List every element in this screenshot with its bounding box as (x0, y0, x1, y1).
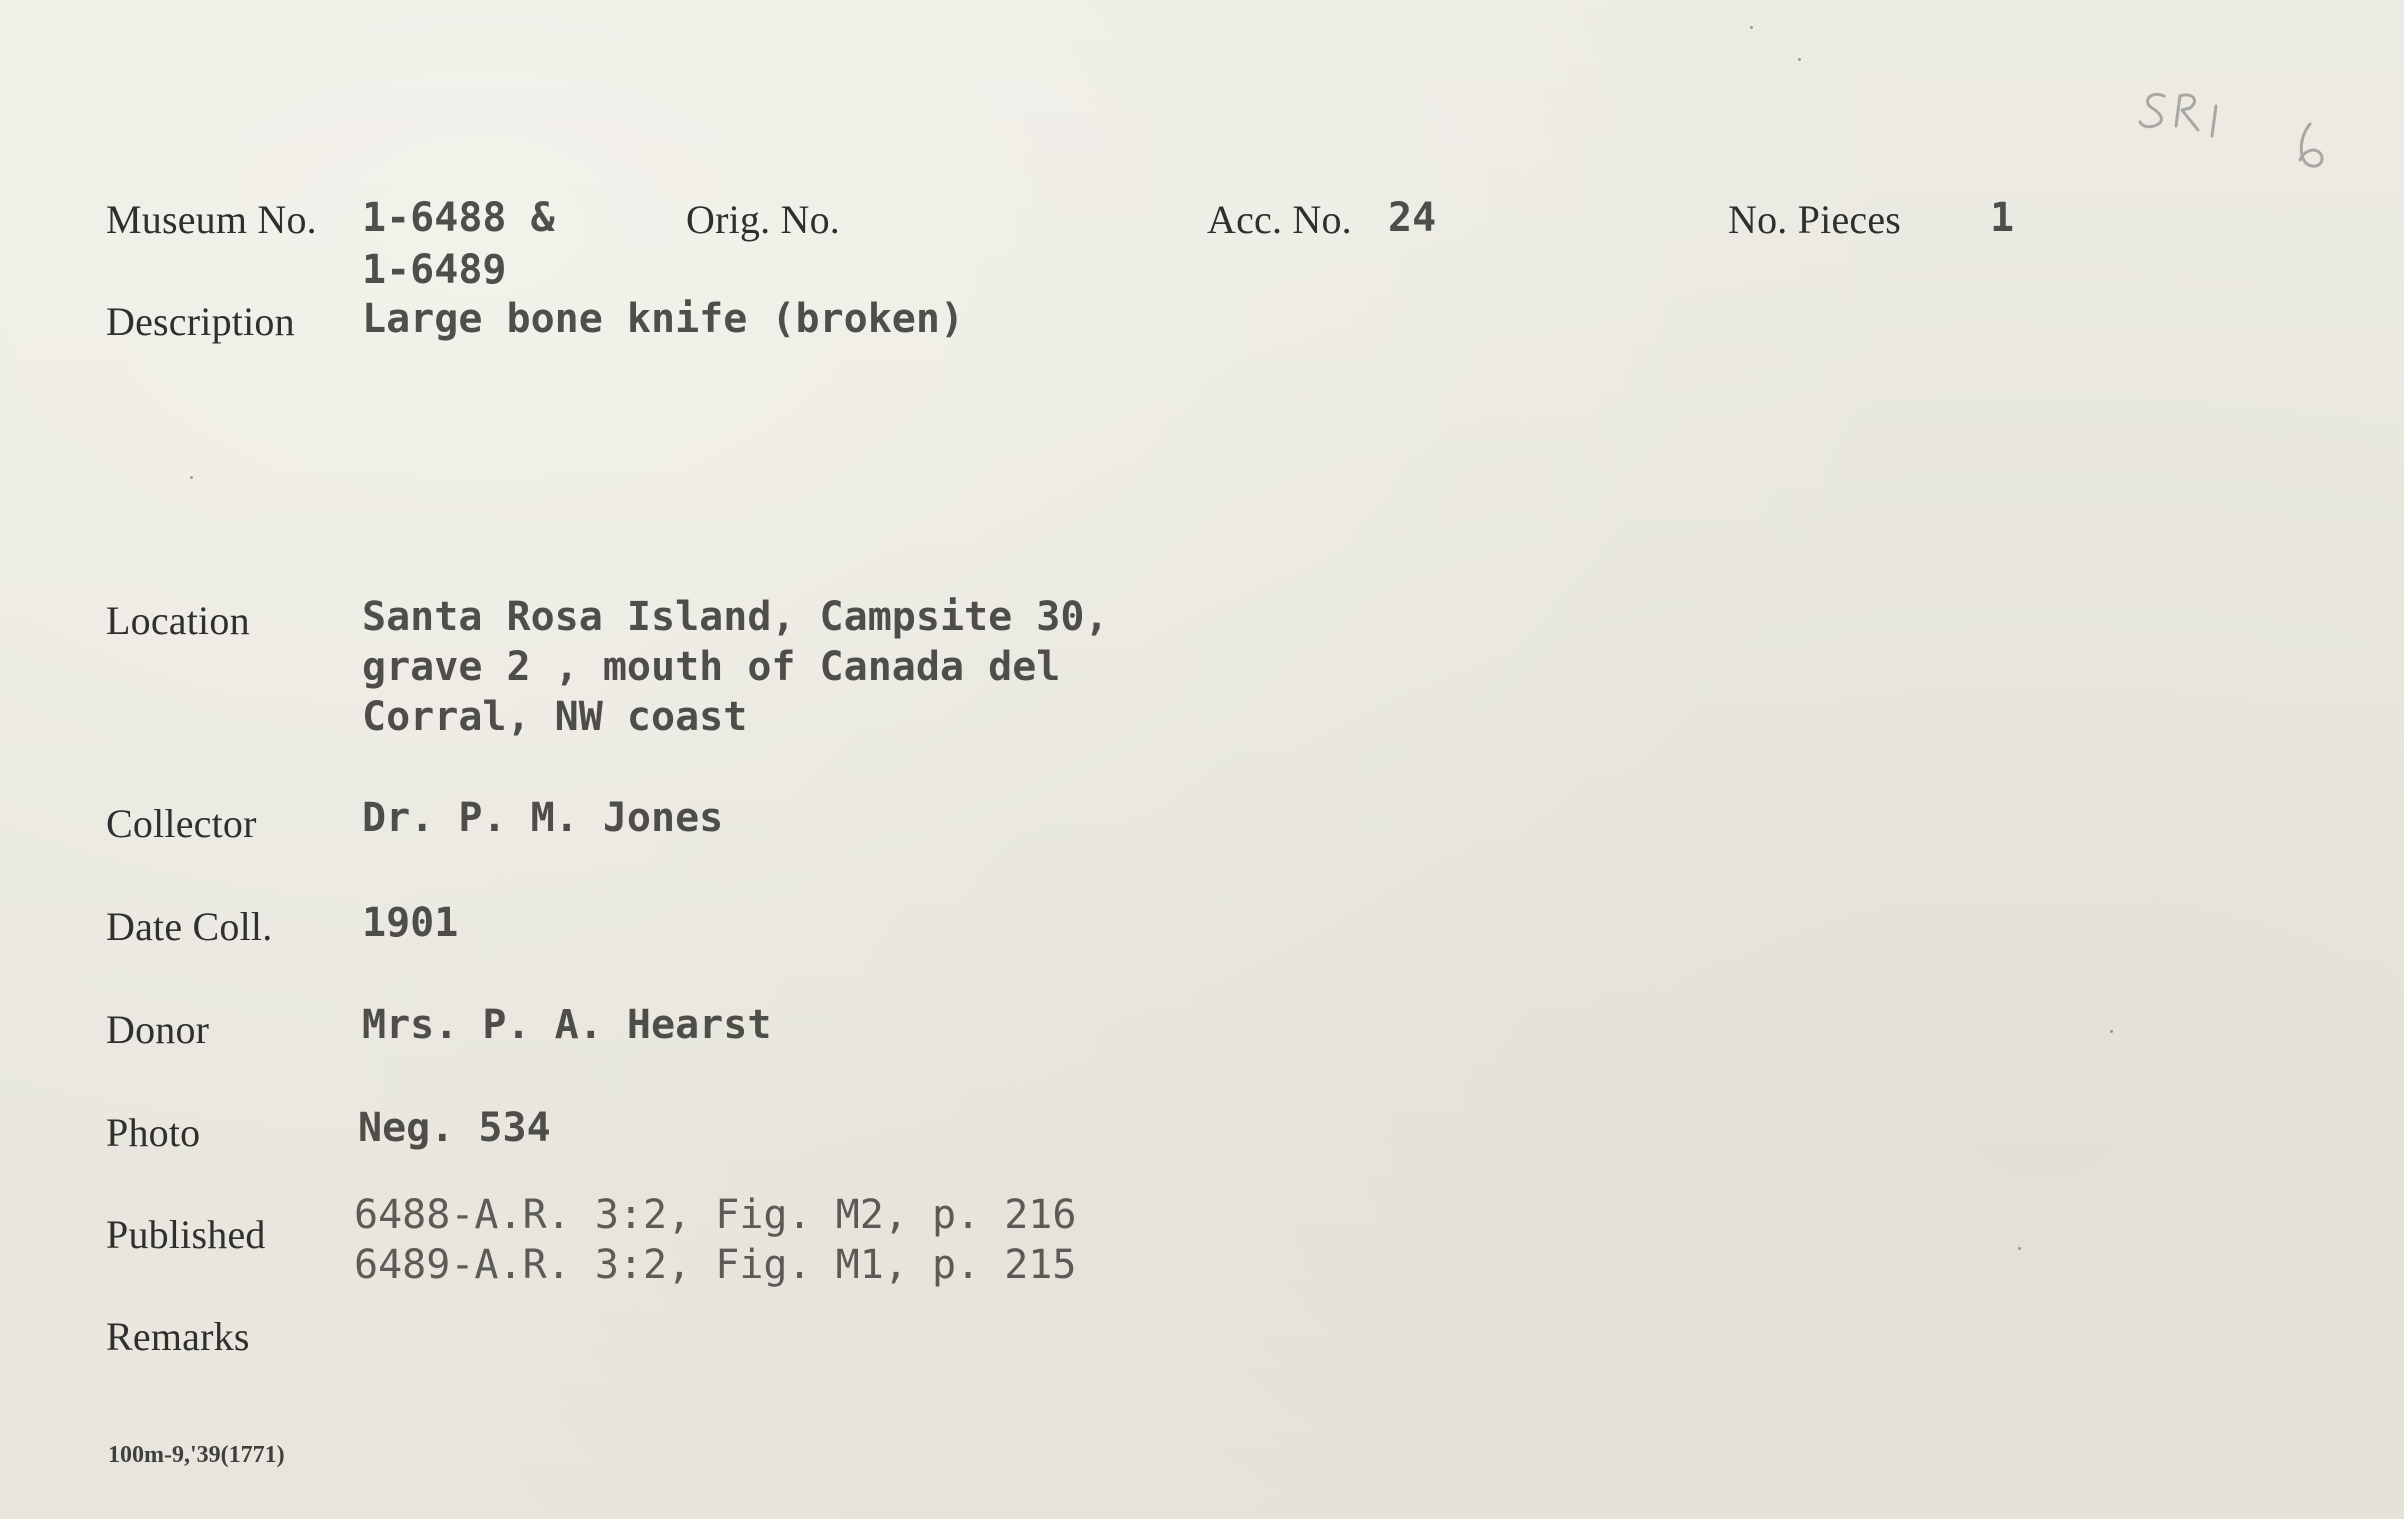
collector-value: Dr. P. M. Jones (362, 795, 724, 841)
location-value-line2: grave 2 , mouth of Canada del (362, 644, 1061, 690)
museum-no-value-line2: 1-6489 (362, 247, 507, 293)
museum-no-label: Museum No. (106, 197, 317, 242)
date-coll-value: 1901 (362, 900, 459, 946)
handwritten-note (2130, 80, 2350, 200)
published-value-line2: 6489-A.R. 3:2, Fig. M1, p. 215 (354, 1242, 1077, 1288)
location-value-line3: Corral, NW coast (362, 694, 748, 740)
published-value-line1: 6488-A.R. 3:2, Fig. M2, p. 216 (354, 1192, 1077, 1238)
date-coll-label: Date Coll. (106, 904, 273, 949)
description-label: Description (106, 299, 295, 344)
location-label: Location (106, 598, 250, 643)
description-value: Large bone knife (broken) (362, 296, 965, 342)
photo-label: Photo (106, 1110, 201, 1155)
no-pieces-label: No. Pieces (1728, 197, 1902, 242)
location-value-line1: Santa Rosa Island, Campsite 30, (362, 594, 1109, 640)
museum-no-value-line1: 1-6488 & (362, 195, 555, 241)
donor-value: Mrs. P. A. Hearst (362, 1002, 772, 1048)
acc-no-value: 24 (1388, 195, 1437, 241)
remarks-label: Remarks (106, 1314, 250, 1359)
paper-speck (1750, 26, 1753, 29)
paper-speck (1798, 58, 1801, 61)
paper-speck (190, 476, 193, 479)
footer-print-code: 100m-9,'39(1771) (108, 1442, 285, 1468)
photo-value: Neg. 534 (358, 1105, 551, 1151)
donor-label: Donor (106, 1007, 210, 1052)
acc-no-label: Acc. No. (1207, 197, 1352, 242)
collector-label: Collector (106, 801, 257, 846)
orig-no-label: Orig. No. (686, 197, 841, 242)
no-pieces-value: 1 (1990, 195, 2015, 241)
paper-speck (2110, 1030, 2113, 1033)
published-label: Published (106, 1212, 266, 1257)
paper-speck (2018, 1247, 2021, 1250)
